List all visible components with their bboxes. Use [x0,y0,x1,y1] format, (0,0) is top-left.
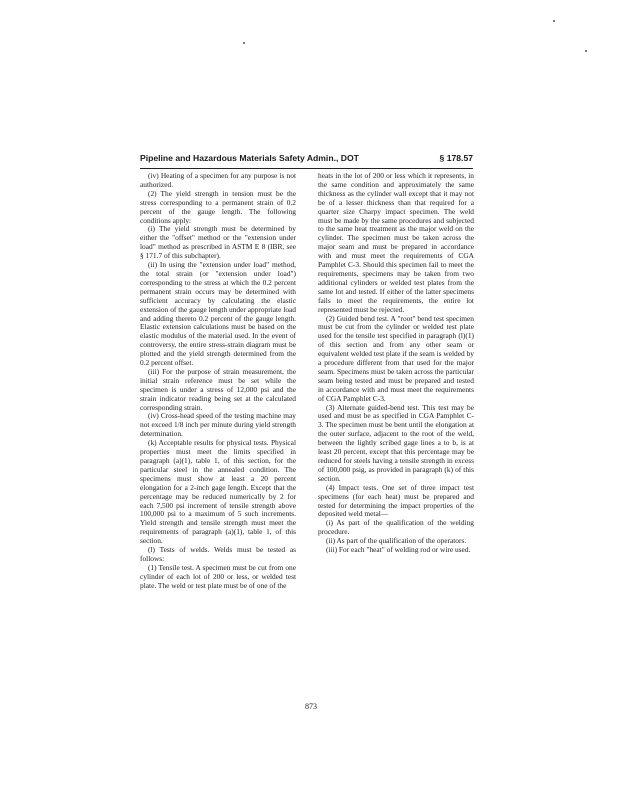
scan-speck [585,50,587,52]
paragraph: (1) Tensile test. A specimen must be cut from one cylinder of each lot of 200 or less, or welded test plate. The weld or test plate must be of one of the [140,562,296,590]
header-title: Pipeline and Hazardous Materials Safety Admin., DOT [140,153,359,163]
page-number: 873 [305,702,317,711]
paragraph: (2) Guided bend test. A "root" bend test specimen must be cut from the cylinder or welded test plate used for the tensile test specified in paragraph (l)(1) of this section and from any other seam or equivalent welded test plate if the seam is welded by a procedure different from that used for the major seam. Specimens must be taken across the particular seam being tested and must be prepared and tested in accordance with and must meet the requirements of CGA Pamphlet C-3. [318,313,474,403]
paragraph: (2) The yield strength in tension must be the stress corresponding to a permanent strain of 0.2 percent of the gauge length. The following conditions apply: [140,188,296,225]
right-column [318,172,474,555]
paragraph: heats in the lot of 200 or less which it represents, in the same condition and approximately the same thickness as the cylinder wall except that it may not be of a lesser thickness than that required for a quarter size Charpy impact specimen. The weld must be made by the same procedures and subjected to the same heat treatment as the major weld on the cylinder. The specimen must be taken across the major seam and must be prepared in accordance with and must meet the requirements of CGA Pamphlet C-3. Should this specimen fail to meet the requirements, specimens may be taken from two additional cylinders or welded test plates from the same lot and tested. If either of the latter specimens fails to meet the requirements, the entire lot represented must be rejected. [318,171,474,314]
paragraph: (l) Tests of welds. Welds must be tested as follows: [140,545,296,563]
paragraph: (iii) For each "heat" of welding rod or wire used. [326,545,471,555]
paragraph: (iv) Cross-head speed of the testing machine may not exceed 1/8 inch per minute during yield strength determination. [140,411,296,439]
paragraph: (k) Acceptable results for physical tests. Physical properties must meet the limits specified in paragraph (a)(1), table 1, of this section, for the particular steel in the annealed condition. The specimens must show at least a 20 percent elongation for a 2-inch gage length. Except that the percentage may be reduced numerically by 2 for each 7,500 psi increment of tensile strength above 100,000 psi to a maximum of 5 such increments. Yield strength and tensile strength must meet the requirements of paragraph (a)(1), table 1, of this section. [140,438,296,546]
header-rule [140,168,473,169]
header-section-number: § 178.57 [439,153,473,163]
paragraph: (iii) For the purpose of strain measurement, the initial strain reference must be set while the specimen is under a stress of 12,000 psi and the strain indicator reading being set at the calculated corresponding strain. [140,366,296,412]
paragraph: (i) As part of the qualification of the welding procedure. [318,518,474,537]
left-column [140,172,296,591]
paragraph: (4) Impact tests. One set of three impact test specimens (for each heat) must be prepared and tested for determining the impact properties of the deposited weld metal— [318,482,474,519]
paragraph: (i) The yield strength must be determined by either the "offset" method or the "extension under load" method as prescribed in ASTM E 8 (IBR, see § 171.7 of this subchapter). [140,224,296,261]
paragraph: (iv) Heating of a specimen for any purpose is not authorized. [140,171,296,189]
running-header [140,153,473,167]
paragraph: (ii) As part of the qualification of the operators. [326,536,467,546]
paragraph: (ii) In using the "extension under load" method, the total strain (or "extension under load") corresponding to the stress at which the 0.2 percent permanent strain occurs may be determined with sufficient accuracy by calculating the elastic extension of the gauge length under appropriate load and adding thereto 0.2 percent of the gauge length. Elastic extension calculations must be based on the elastic modulus of the material used. In the event of controversy, the entire stress-strain diagram must be plotted and the yield strength determined from the 0.2 percent offset. [140,260,296,368]
scan-speck [553,20,555,22]
scan-speck [243,42,245,44]
paragraph: (3) Alternate guided-bend test. This test may be used and must be as specified in CGA Pamphlet C-3. The specimen must be bent until the elongation at the outer surface, adjacent to the root of the weld, between the lightly scribed gage lines a to b, is at least 20 percent, except that this percentage may be reduced for steels having a tensile strength in excess of 100,000 psig, as provided in paragraph (k) of this section. [318,402,474,483]
